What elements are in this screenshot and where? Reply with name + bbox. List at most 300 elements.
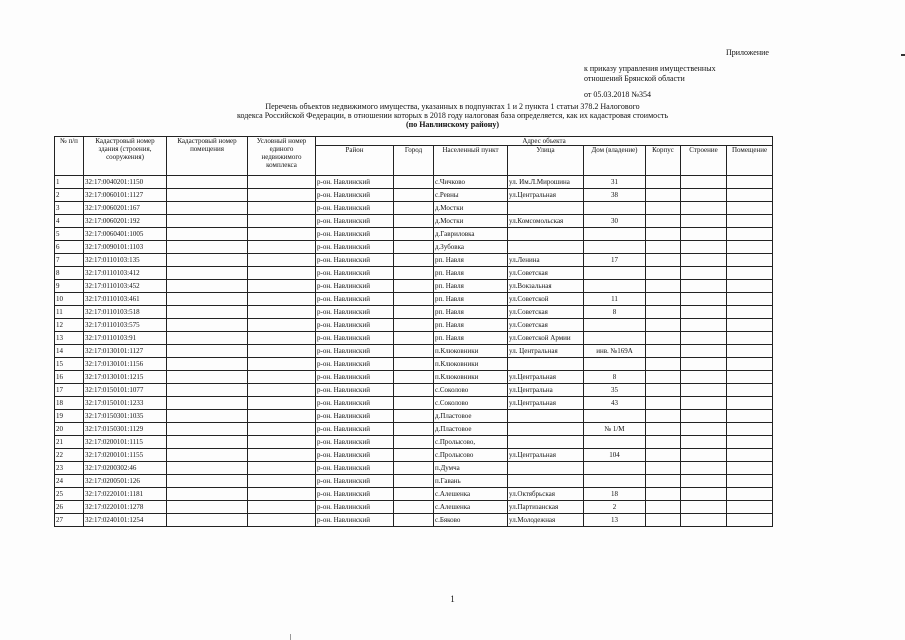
house-cell: 31 — [584, 176, 646, 189]
cadastral-building-cell: 32:17:0060401:1005 — [84, 228, 167, 241]
room-cell — [727, 397, 773, 410]
building-cell — [681, 397, 727, 410]
street-cell: ул.Советская — [508, 319, 584, 332]
korpus-cell — [646, 397, 681, 410]
cadastral-building-cell: 32:17:0110103:91 — [84, 332, 167, 345]
city-cell — [394, 462, 434, 475]
building-cell — [681, 384, 727, 397]
cadastral-room-cell — [167, 228, 248, 241]
scan-mark — [901, 54, 905, 56]
city-cell — [394, 371, 434, 384]
building-cell — [681, 423, 727, 436]
locality-cell: рп. Навля — [434, 332, 508, 345]
conditional-number-cell — [248, 293, 316, 306]
street-cell: ул.Октябрьская — [508, 488, 584, 501]
table-row — [55, 345, 773, 358]
district-cell: р-он. Навлинский — [316, 345, 394, 358]
row-number: 21 — [55, 436, 84, 449]
building-cell — [681, 319, 727, 332]
house-cell: 30 — [584, 215, 646, 228]
korpus-cell — [646, 176, 681, 189]
table-row — [55, 267, 773, 280]
cadastral-room-cell — [167, 488, 248, 501]
city-cell — [394, 267, 434, 280]
locality-cell: рп. Навля — [434, 267, 508, 280]
locality-cell: с.Бяково — [434, 514, 508, 527]
district-cell: р-он. Навлинский — [316, 475, 394, 488]
table-row — [55, 410, 773, 423]
cadastral-building-cell: 32:17:0200101:1155 — [84, 449, 167, 462]
col-num-header: № п/п — [55, 137, 84, 176]
cadastral-room-cell — [167, 462, 248, 475]
building-cell — [681, 306, 727, 319]
city-cell — [394, 449, 434, 462]
room-cell — [727, 345, 773, 358]
col-cad-room-header: Кадастровый номер помещения — [167, 137, 248, 176]
street-cell: ул.Советской — [508, 293, 584, 306]
col-cad-building-header: Кадастровый номер здания (строения, сооружения) — [84, 137, 167, 176]
district-cell: р-он. Навлинский — [316, 332, 394, 345]
room-cell — [727, 410, 773, 423]
street-cell: ул.Ленина — [508, 254, 584, 267]
district-cell: р-он. Навлинский — [316, 280, 394, 293]
street-cell — [508, 475, 584, 488]
korpus-cell — [646, 241, 681, 254]
objects-table — [54, 136, 773, 527]
city-cell — [394, 241, 434, 254]
house-cell — [584, 332, 646, 345]
cadastral-room-cell — [167, 267, 248, 280]
locality-cell: рп. Навля — [434, 319, 508, 332]
korpus-cell — [646, 228, 681, 241]
district-cell: р-он. Навлинский — [316, 319, 394, 332]
table-row — [55, 332, 773, 345]
conditional-number-cell — [248, 436, 316, 449]
cadastral-building-cell: 32:17:0040201:1150 — [84, 176, 167, 189]
table-row — [55, 202, 773, 215]
house-cell: 43 — [584, 397, 646, 410]
street-cell: ул.Советская — [508, 306, 584, 319]
table-row — [55, 371, 773, 384]
street-cell — [508, 410, 584, 423]
table-row — [55, 293, 773, 306]
room-cell — [727, 202, 773, 215]
row-number: 23 — [55, 462, 84, 475]
row-number: 17 — [55, 384, 84, 397]
room-cell — [727, 280, 773, 293]
street-cell: ул.Центральная — [508, 449, 584, 462]
city-cell — [394, 176, 434, 189]
district-cell: р-он. Навлинский — [316, 228, 394, 241]
locality-cell: д.Зубовка — [434, 241, 508, 254]
korpus-cell — [646, 267, 681, 280]
street-cell: ул.Молодежная — [508, 514, 584, 527]
cadastral-room-cell — [167, 358, 248, 371]
city-cell — [394, 345, 434, 358]
locality-cell: с.Алешенка — [434, 488, 508, 501]
row-number: 22 — [55, 449, 84, 462]
room-cell — [727, 319, 773, 332]
building-cell — [681, 280, 727, 293]
room-cell — [727, 267, 773, 280]
district-cell: р-он. Навлинский — [316, 202, 394, 215]
building-cell — [681, 332, 727, 345]
conditional-number-cell — [248, 241, 316, 254]
table-row — [55, 254, 773, 267]
col-building-header: Строение — [681, 146, 727, 176]
room-cell — [727, 449, 773, 462]
row-number: 14 — [55, 345, 84, 358]
col-house-header: Дом (владение) — [584, 146, 646, 176]
scan-mark — [290, 634, 291, 640]
house-cell: 104 — [584, 449, 646, 462]
cadastral-building-cell: 32:17:0220101:1278 — [84, 501, 167, 514]
building-cell — [681, 371, 727, 384]
building-cell — [681, 176, 727, 189]
row-number: 7 — [55, 254, 84, 267]
order-line-1: к приказу управления имущественных — [584, 64, 716, 73]
locality-cell: с.Алешенка — [434, 501, 508, 514]
locality-cell: рп. Навля — [434, 254, 508, 267]
col-district-header: Район — [316, 146, 394, 176]
city-cell — [394, 501, 434, 514]
korpus-cell — [646, 475, 681, 488]
cadastral-room-cell — [167, 436, 248, 449]
korpus-cell — [646, 436, 681, 449]
korpus-cell — [646, 423, 681, 436]
house-cell: 35 — [584, 384, 646, 397]
document-title-district: (по Навлинскому району) — [405, 120, 500, 129]
cadastral-building-cell: 32:17:0110103:135 — [84, 254, 167, 267]
table-row — [55, 189, 773, 202]
room-cell — [727, 293, 773, 306]
room-cell — [727, 384, 773, 397]
row-number: 4 — [55, 215, 84, 228]
korpus-cell — [646, 189, 681, 202]
cadastral-room-cell — [167, 189, 248, 202]
row-number: 12 — [55, 319, 84, 332]
city-cell — [394, 397, 434, 410]
conditional-number-cell — [248, 475, 316, 488]
cadastral-building-cell: 32:17:0060101:1127 — [84, 189, 167, 202]
street-cell — [508, 202, 584, 215]
cadastral-building-cell: 32:17:0110103:452 — [84, 280, 167, 293]
cadastral-room-cell — [167, 176, 248, 189]
conditional-number-cell — [248, 267, 316, 280]
house-cell: 8 — [584, 371, 646, 384]
conditional-number-cell — [248, 332, 316, 345]
table-row — [55, 423, 773, 436]
building-cell — [681, 254, 727, 267]
korpus-cell — [646, 202, 681, 215]
cadastral-room-cell — [167, 475, 248, 488]
locality-cell: п.Клюковники — [434, 371, 508, 384]
col-city-header: Город — [394, 146, 434, 176]
district-cell: р-он. Навлинский — [316, 488, 394, 501]
table-row — [55, 488, 773, 501]
locality-cell: рп. Навля — [434, 280, 508, 293]
locality-cell: д.Пластовое — [434, 423, 508, 436]
cadastral-room-cell — [167, 293, 248, 306]
appendix-label: Приложение — [726, 48, 769, 57]
building-cell — [681, 345, 727, 358]
korpus-cell — [646, 384, 681, 397]
cadastral-room-cell — [167, 397, 248, 410]
street-cell: ул.Советской Армии — [508, 332, 584, 345]
row-number: 10 — [55, 293, 84, 306]
house-cell — [584, 436, 646, 449]
city-cell — [394, 384, 434, 397]
locality-cell: рп. Навля — [434, 293, 508, 306]
district-cell: р-он. Навлинский — [316, 241, 394, 254]
building-cell — [681, 501, 727, 514]
korpus-cell — [646, 215, 681, 228]
row-number: 16 — [55, 371, 84, 384]
house-cell — [584, 358, 646, 371]
korpus-cell — [646, 280, 681, 293]
table-row — [55, 319, 773, 332]
house-cell — [584, 241, 646, 254]
conditional-number-cell — [248, 423, 316, 436]
row-number: 6 — [55, 241, 84, 254]
room-cell — [727, 475, 773, 488]
district-cell: р-он. Навлинский — [316, 267, 394, 280]
conditional-number-cell — [248, 202, 316, 215]
room-cell — [727, 514, 773, 527]
row-number: 1 — [55, 176, 84, 189]
street-cell: ул.Центральная — [508, 371, 584, 384]
cadastral-room-cell — [167, 384, 248, 397]
cadastral-room-cell — [167, 423, 248, 436]
district-cell: р-он. Навлинский — [316, 189, 394, 202]
table-row — [55, 228, 773, 241]
building-cell — [681, 514, 727, 527]
row-number: 18 — [55, 397, 84, 410]
building-cell — [681, 293, 727, 306]
col-address-header: Адрес объекта — [316, 137, 773, 146]
table-row — [55, 384, 773, 397]
conditional-number-cell — [248, 358, 316, 371]
building-cell — [681, 475, 727, 488]
col-street-header: Улица — [508, 146, 584, 176]
korpus-cell — [646, 501, 681, 514]
district-cell: р-он. Навлинский — [316, 371, 394, 384]
conditional-number-cell — [248, 501, 316, 514]
district-cell: р-он. Навлинский — [316, 254, 394, 267]
house-cell — [584, 267, 646, 280]
table-row — [55, 501, 773, 514]
conditional-number-cell — [248, 449, 316, 462]
district-cell: р-он. Навлинский — [316, 423, 394, 436]
row-number: 25 — [55, 488, 84, 501]
cadastral-room-cell — [167, 371, 248, 384]
row-number: 3 — [55, 202, 84, 215]
korpus-cell — [646, 345, 681, 358]
locality-cell: д.Мостки — [434, 202, 508, 215]
conditional-number-cell — [248, 228, 316, 241]
conditional-number-cell — [248, 215, 316, 228]
row-number: 24 — [55, 475, 84, 488]
room-cell — [727, 241, 773, 254]
locality-cell: с.Соколово — [434, 384, 508, 397]
building-cell — [681, 189, 727, 202]
building-cell — [681, 488, 727, 501]
locality-cell: с.Пролысово — [434, 449, 508, 462]
street-cell: ул.Советская — [508, 267, 584, 280]
city-cell — [394, 215, 434, 228]
locality-cell: с.Соколово — [434, 397, 508, 410]
cadastral-building-cell: 32:17:0200501:126 — [84, 475, 167, 488]
house-cell — [584, 475, 646, 488]
street-cell: ул. Центральная — [508, 345, 584, 358]
house-cell — [584, 228, 646, 241]
district-cell: р-он. Навлинский — [316, 449, 394, 462]
korpus-cell — [646, 514, 681, 527]
cadastral-building-cell: 32:17:0110103:461 — [84, 293, 167, 306]
cadastral-room-cell — [167, 254, 248, 267]
cadastral-building-cell: 32:17:0060201:192 — [84, 215, 167, 228]
locality-cell: п.Гавань — [434, 475, 508, 488]
row-number: 11 — [55, 306, 84, 319]
cadastral-building-cell: 32:17:0130101:1215 — [84, 371, 167, 384]
city-cell — [394, 202, 434, 215]
document-title-line-1: Перечень объектов недвижимого имущества, указанных в подпунктах 1 и 2 пункта 1 статьи 378.2 Налогового — [265, 102, 640, 111]
street-cell: ул.Вокзальная — [508, 280, 584, 293]
room-cell — [727, 176, 773, 189]
table-row — [55, 462, 773, 475]
row-number: 5 — [55, 228, 84, 241]
table-row — [55, 306, 773, 319]
locality-cell: п.Клюковники — [434, 345, 508, 358]
col-locality-header: Населенный пункт — [434, 146, 508, 176]
table-row — [55, 215, 773, 228]
district-cell: р-он. Навлинский — [316, 358, 394, 371]
conditional-number-cell — [248, 254, 316, 267]
district-cell: р-он. Навлинский — [316, 410, 394, 423]
house-cell — [584, 462, 646, 475]
korpus-cell — [646, 410, 681, 423]
city-cell — [394, 475, 434, 488]
street-cell — [508, 358, 584, 371]
cadastral-building-cell: 32:17:0200101:1115 — [84, 436, 167, 449]
table-row — [55, 514, 773, 527]
korpus-cell — [646, 254, 681, 267]
city-cell — [394, 280, 434, 293]
conditional-number-cell — [248, 306, 316, 319]
street-cell: ул.Центральная — [508, 189, 584, 202]
conditional-number-cell — [248, 410, 316, 423]
house-cell — [584, 202, 646, 215]
locality-cell: д.Пластовое — [434, 410, 508, 423]
room-cell — [727, 436, 773, 449]
street-cell — [508, 241, 584, 254]
district-cell: р-он. Навлинский — [316, 176, 394, 189]
cadastral-room-cell — [167, 319, 248, 332]
conditional-number-cell — [248, 514, 316, 527]
building-cell — [681, 241, 727, 254]
room-cell — [727, 423, 773, 436]
room-cell — [727, 462, 773, 475]
korpus-cell — [646, 319, 681, 332]
building-cell — [681, 202, 727, 215]
city-cell — [394, 293, 434, 306]
street-cell: ул.Партизанская — [508, 501, 584, 514]
room-cell — [727, 215, 773, 228]
room-cell — [727, 488, 773, 501]
street-cell — [508, 423, 584, 436]
locality-cell: п.Думча — [434, 462, 508, 475]
street-cell — [508, 228, 584, 241]
cadastral-room-cell — [167, 280, 248, 293]
table-row — [55, 449, 773, 462]
city-cell — [394, 358, 434, 371]
row-number: 13 — [55, 332, 84, 345]
locality-cell: с.Пролысово, — [434, 436, 508, 449]
table-row — [55, 280, 773, 293]
city-cell — [394, 189, 434, 202]
building-cell — [681, 410, 727, 423]
table-row — [55, 358, 773, 371]
table-body — [55, 176, 773, 527]
room-cell — [727, 228, 773, 241]
table-row — [55, 397, 773, 410]
street-cell: ул.Центральна — [508, 384, 584, 397]
row-number: 8 — [55, 267, 84, 280]
city-cell — [394, 332, 434, 345]
conditional-number-cell — [248, 397, 316, 410]
document-title-line-2: кодекса Российской Федерации, в отношении которых в 2018 году налоговая база определяется, как их кадастровая стоимость — [236, 111, 669, 120]
district-cell: р-он. Навлинский — [316, 293, 394, 306]
building-cell — [681, 228, 727, 241]
cadastral-building-cell: 32:17:0060201:167 — [84, 202, 167, 215]
locality-cell: п.Клюковники — [434, 358, 508, 371]
street-cell — [508, 436, 584, 449]
korpus-cell — [646, 332, 681, 345]
city-cell — [394, 228, 434, 241]
cadastral-building-cell: 32:17:0090101:1103 — [84, 241, 167, 254]
cadastral-room-cell — [167, 514, 248, 527]
district-cell: р-он. Навлинский — [316, 514, 394, 527]
room-cell — [727, 332, 773, 345]
conditional-number-cell — [248, 462, 316, 475]
conditional-number-cell — [248, 189, 316, 202]
house-cell: 11 — [584, 293, 646, 306]
cadastral-room-cell — [167, 306, 248, 319]
korpus-cell — [646, 488, 681, 501]
city-cell — [394, 410, 434, 423]
cadastral-building-cell: 32:17:0150101:1233 — [84, 397, 167, 410]
row-number: 20 — [55, 423, 84, 436]
row-number: 19 — [55, 410, 84, 423]
cadastral-building-cell: 32:17:0110103:518 — [84, 306, 167, 319]
cadastral-room-cell — [167, 449, 248, 462]
cadastral-room-cell — [167, 501, 248, 514]
district-cell: р-он. Навлинский — [316, 306, 394, 319]
city-cell — [394, 436, 434, 449]
building-cell — [681, 436, 727, 449]
district-cell: р-он. Навлинский — [316, 397, 394, 410]
building-cell — [681, 358, 727, 371]
cadastral-room-cell — [167, 215, 248, 228]
cadastral-building-cell: 32:17:0110103:412 — [84, 267, 167, 280]
city-cell — [394, 423, 434, 436]
street-cell: ул.Центральная — [508, 397, 584, 410]
district-cell: р-он. Навлинский — [316, 501, 394, 514]
cadastral-building-cell: 32:17:0150301:1035 — [84, 410, 167, 423]
table-row — [55, 241, 773, 254]
korpus-cell — [646, 358, 681, 371]
district-cell: р-он. Навлинский — [316, 436, 394, 449]
